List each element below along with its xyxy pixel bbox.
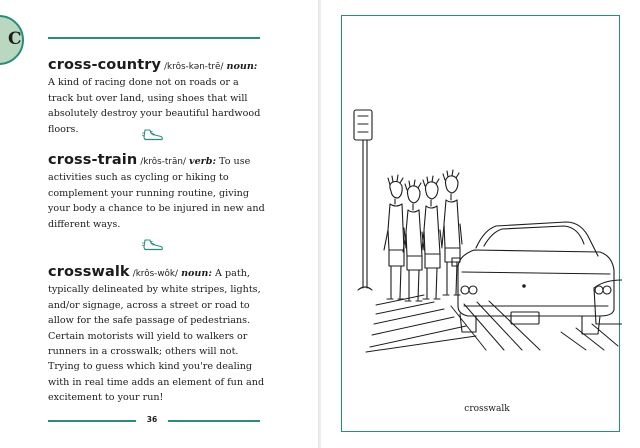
runner-4 (442, 170, 462, 295)
entry-cross-country (48, 58, 266, 137)
entry-part-of-speech: noun: (226, 61, 258, 72)
section-letter-tab (0, 15, 24, 65)
top-divider (48, 37, 260, 39)
entry-definition: To use activities such as cycling or hiking to complement your running routine, giving your body a chance to be injured in new and different ways. (48, 156, 265, 230)
running-shoe-icon (142, 128, 164, 142)
entry-word: crosswalk (48, 264, 130, 280)
entry-pronunciation: /krôs-trān/ (140, 157, 186, 167)
left-page (0, 0, 319, 448)
runner-2 (403, 180, 424, 301)
runner-3 (422, 176, 442, 299)
entry-crosswalk (48, 265, 266, 406)
entry-word: cross-train (48, 152, 138, 168)
entry-part-of-speech: verb: (189, 156, 216, 167)
traffic-signal (354, 110, 372, 290)
entry-definition: A kind of racing done not on roads or a track but over land, using shoes that will absolutely destroy your beautiful hardwood floors. (48, 77, 261, 135)
page-number: 36 (146, 415, 158, 424)
footer-divider-left (48, 420, 136, 422)
illustration-caption: crosswalk (464, 404, 510, 414)
entry-cross-train (48, 153, 266, 232)
section-letter: C (8, 29, 22, 49)
running-shoe-icon (142, 238, 164, 252)
entry-pronunciation: /krôs-wôk/ (132, 269, 178, 279)
footer-divider-right (168, 420, 260, 422)
car (452, 222, 614, 334)
entry-word: cross-country (48, 57, 162, 73)
crosswalk-stripes (366, 295, 618, 352)
entry-definition: A path, typically delineated by white stripes, lights, and/or signage, across a street or road to allow for the safe passage of pedestrians. Certain motorists will yield to walkers or runners in a crosswalk; others will not. Trying to guess which kind you're dealing with in real time adds an element of fun and excitement to your run! (48, 268, 265, 404)
entry-pronunciation: /krôs-kən-trē/ (164, 62, 224, 72)
runner-1 (384, 175, 406, 299)
crosswalk-illustration (346, 100, 622, 362)
entry-part-of-speech: noun: (181, 268, 212, 279)
